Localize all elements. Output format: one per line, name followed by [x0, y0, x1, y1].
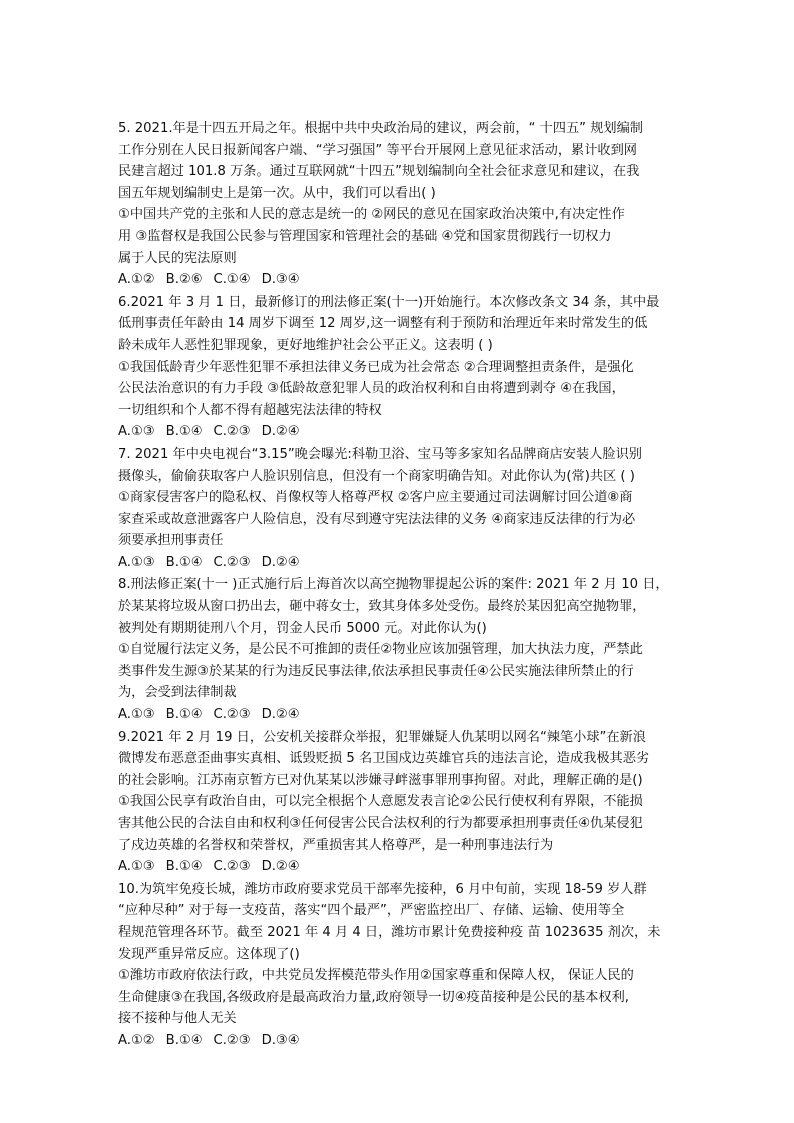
- answer-options: [118, 1030, 683, 1052]
- answer-option: C.②③: [213, 859, 251, 875]
- question-text-line: 摄像头，偷偷获取客户人脸识别信息，但没有一个商家明确告知。对此你认为(常)共区 ( ): [118, 468, 635, 484]
- answer-option: B.①④: [165, 1032, 203, 1048]
- question-6: [118, 292, 683, 443]
- answer-option: A.①③: [118, 554, 155, 570]
- answer-options: [118, 704, 683, 726]
- answer-option: A.①②: [118, 272, 155, 288]
- question-text-line: 类事件发生源③於某某的行为违反民事法律,依法承担民事责任④公民实施法律所禁止的行: [118, 663, 634, 679]
- answer-option: B.①④: [165, 707, 203, 723]
- answer-option: D.②④: [261, 554, 300, 570]
- answer-option: D.②④: [261, 424, 300, 440]
- answer-options: [118, 552, 683, 574]
- question-text-line: 国五年规划编制史上是第一次。从中，我们可以看出( ): [118, 185, 436, 201]
- question-text-line: 龄未成年人恶性犯罪现象，更好地维护社会公平正义。这表明 ( ): [118, 337, 493, 353]
- question-text-line: 8.刑法修正案(十一 )正式施行后上海首次以高空抛物罪提起公诉的案件: 2021 年 2 月 10 日，: [118, 577, 669, 593]
- question-text-line: 为，会受到法律制裁: [118, 685, 237, 701]
- question-10: [118, 879, 683, 1052]
- question-text-line: ①商家侵害客户的隐私权、肖像权等人格尊严权 ②客户应主要通过司法调解讨回公道⑧商: [118, 490, 633, 506]
- answer-option: A.①②: [118, 1032, 155, 1048]
- question-text-line: 家查采或故意泄露客户人险信息，没有尽到遵守宪法法律的义务 ④商家违反法律的行为必: [118, 511, 636, 527]
- question-text-line: 属于人民的宪法原则: [118, 250, 237, 266]
- question-text-line: 民建言超过 101.8 万条。通过互联网就“十四五”规划编制向全社会征求意见和建议，在我: [118, 164, 640, 180]
- question-text-line: 程规范管理各环节。截至 2021 年 4 月 4 日，潍坊市累计免费接种疫 苗 1023635 剂次，未: [118, 924, 661, 940]
- question-text-line: 被判处有期期徒刑八个月，罚金人民币 5000 元。对此你认为(): [118, 620, 487, 636]
- question-text-line: ①中国共产党的主张和人民的意志是统一的 ②网民的意见在国家政治决策中,有决定性作: [118, 207, 625, 223]
- answer-options: [118, 421, 683, 443]
- question-text-line: 生命健康③在我国,各级政府是最高政治力量,政府领导一切④疫苗接种是公民的基本权利,: [118, 989, 629, 1005]
- answer-option: A.①③: [118, 424, 155, 440]
- question-text-line: ①我国低龄青少年恶性犯罪不承担法律义务已成为社会常态 ②合理调整担责条件，是强化: [118, 359, 634, 375]
- answer-option: C.②③: [213, 554, 251, 570]
- answer-option: B.①④: [165, 859, 203, 875]
- question-5: [118, 118, 683, 291]
- question-text-line: ①潍坊市政府依法行政，中共党员发挥模范带头作用②国家尊重和保障人权， 保证人民的: [118, 968, 634, 984]
- question-text-line: 一切组织和个人都不得有超越宪法法律的特权: [118, 402, 382, 418]
- answer-option: C.②③: [213, 1032, 251, 1048]
- question-9: [118, 727, 683, 878]
- question-text-line: 公民法治意识的有力手段 ③低龄故意犯罪人员的政治权利和自由将遭到剥夺 ④在我国，: [118, 381, 625, 397]
- answer-option: A.①③: [118, 859, 155, 875]
- question-text-line: 5. 2021.年是十四五开局之年。根据中共中央政治局的建议，两会前，“ 十四五” 规划编制: [118, 121, 643, 136]
- document-page: [118, 118, 683, 1053]
- question-7: [118, 444, 683, 574]
- answer-option: B.①④: [165, 554, 203, 570]
- question-text-line: ①我国公民享有政治自由，可以完全根据个人意愿发表言论②公民行使权利有界限，不能损: [118, 794, 643, 810]
- question-8: [118, 574, 683, 725]
- question-text-line: 9.2021 年 2 月 19 日，公安机关接群众举报，犯罪嫌疑人仇某明以网名“辣笔小球”在新浪: [118, 729, 646, 745]
- question-text-line: 微博发布恶意歪曲事实真相、诋毁贬损 5 名卫国戍边英雄官兵的违法言论，造成我极其恶劣: [118, 751, 650, 767]
- question-text-line: 7. 2021 年中央电视台“3.15”晚会曝光:科勒卫浴、宝马等多家知名品牌商店安装人脸识别: [118, 446, 642, 462]
- question-text-line: 低刑事责任年龄由 14 周岁下调至 12 周岁,这一调整有利于预防和治理近年来时常发生的低: [118, 316, 648, 332]
- answer-option: C.②③: [213, 707, 251, 723]
- question-text-line: 工作分别在人民日报新闻客户端、“学习强国” 等平台开展网上意见征求活动，累计收到网: [118, 142, 637, 158]
- answer-option: B.②⑥: [165, 272, 203, 288]
- answer-option: C.①④: [213, 272, 251, 288]
- question-text-line: 发现严重异常反应。这体现了(): [118, 946, 300, 962]
- question-text-line: 的社会影响。江苏南京暂方已对仇某某以涉嫌寻衅滋事罪刑事拘留。对此，理解正确的是(): [118, 772, 643, 788]
- question-text-line: 接不接种与他人无关: [118, 1011, 237, 1027]
- question-text-line: “应种尽种” 对于每一支疫苗，落实“四个最严”，严密监控出厂、存储、运输、使用等全: [118, 903, 625, 919]
- answer-option: A.①③: [118, 707, 155, 723]
- answer-option: C.②③: [213, 424, 251, 440]
- question-text-line: 用 ③监督权是我国公民参与管理国家和管理社会的基础 ④党和国家贯彻践行一切权力: [118, 228, 612, 244]
- answer-option: D.③④: [261, 272, 300, 288]
- answer-options: [118, 856, 683, 878]
- answer-option: D.③④: [261, 1032, 300, 1048]
- question-text-line: 须要承担刑事责任: [118, 533, 224, 549]
- question-text-line: ①自觉履行法定义务，是公民不可推卸的责任②物业应该加强管理，加大执法力度，严禁此: [118, 642, 643, 658]
- question-text-line: 了戍边英雄的名誉权和荣誉权，严重损害其人格尊严，是一种刑事违法行为: [118, 837, 554, 853]
- question-text-line: 害其他公民的合法自由和权利③任何侵害公民合法权利的行为都要承担刑事责任④仇某侵犯: [118, 816, 643, 831]
- answer-options: [118, 269, 683, 291]
- answer-option: D.②④: [261, 707, 300, 723]
- question-text-line: 於某某将垃圾从窗口扔出去，砸中蒋女士，致其身体多处受伤。最终於某因犯高空抛物罪，: [118, 599, 646, 615]
- answer-option: D.②④: [261, 859, 300, 875]
- answer-option: B.①④: [165, 424, 203, 440]
- question-text-line: 6.2021 年 3 月 1 日，最新修订的刑法修正案(十一)开始施行。本次修改条文 34 条，其中最: [118, 294, 660, 310]
- question-text-line: 10.为筑牢免疫长城，潍坊市政府要求党员干部率先接种，6 月中旬前，实现 18-59 岁人群: [118, 881, 647, 897]
